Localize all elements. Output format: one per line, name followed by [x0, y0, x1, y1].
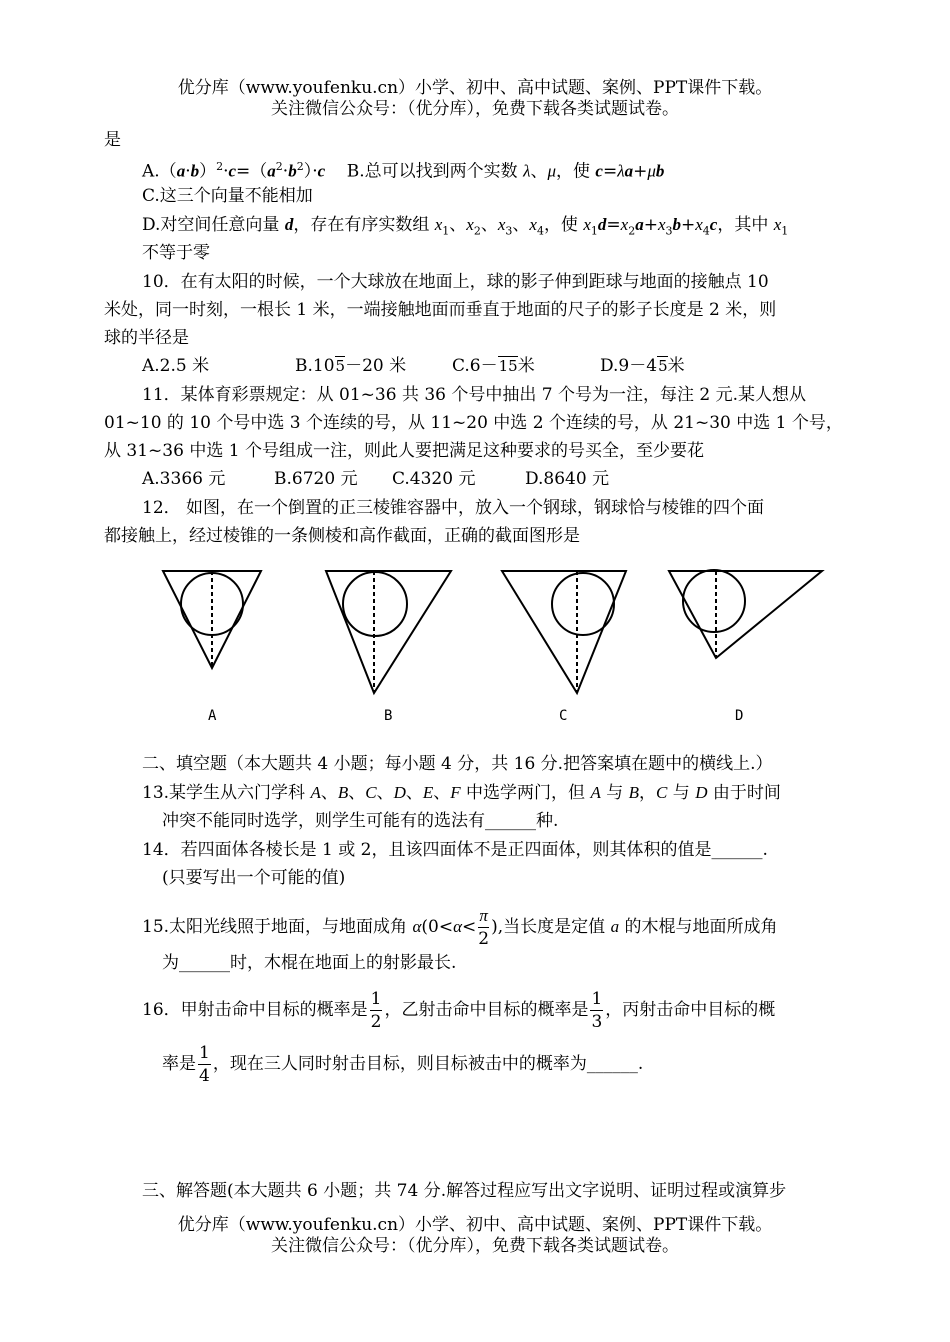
q16-line1: 16．甲射击命中目标的概率是 $\frac{1}{2}$ ，乙射击命中目标的概率是 $\frac{1}{3}$ ，丙射击命中目标的概: [142, 989, 776, 1032]
q10-option-a: A.2.5 米: [142, 356, 210, 376]
q13-line1: 13.某学生从六门学科 A、B、C、D、E、F 中选学两门，但 A 与 B，C 与 D 由于时间: [142, 783, 781, 803]
q9-option-c: C.这三个向量不能相加: [142, 186, 313, 206]
q10-option-c: C.6－15米: [452, 356, 535, 376]
q9-option-d-end: 不等于零: [142, 243, 210, 263]
q11-options: [0, 467, 950, 491]
q10-line1: 10．在有太阳的时候，一个大球放在地面上，球的影子伸到距球与地面的接触点 10: [142, 272, 769, 292]
page-header-line2: 关注微信公众号：（优分库），免费下载各类试题试卷。: [271, 99, 679, 119]
q13-line2: 冲突不能同时选学，则学生可能有的选法有______种.: [162, 811, 559, 831]
page-footer-line1: 优分库（www.youfenku.cn）小学、初中、高中试题、案例、PPT课件下载。: [177, 1215, 773, 1235]
q16-line2: 率是 $\frac{1}{4}$ ，现在三人同时射击目标，则目标被击中的概率为______.: [162, 1043, 644, 1086]
q15-line1: 15.太阳光线照于地面，与地面成角 α(0<α< $\frac{\pi}{2}$ ),当长度是定值 a 的木棍与地面所成角: [142, 906, 778, 949]
q10-line2: 米处，同一时刻，一根长 1 米，一端接触地面而垂直于地面的尺子的影子长度是 2 米，则: [104, 300, 777, 320]
q10-option-d: D.9－45米: [600, 356, 685, 376]
figure-label-b: B: [384, 708, 393, 724]
section2-heading: 二、填空题（本大题共 4 小题；每小题 4 分，共 16 分.把答案填在题中的横线上.）: [142, 754, 773, 774]
q11-option-d: D.8640 元: [525, 469, 610, 489]
q10-line3: 球的半径是: [104, 328, 189, 348]
q12-line2: 都接触上，经过棱锥的一条侧棱和高作截面，正确的截面图形是: [104, 526, 580, 546]
q11-line1: 11．某体育彩票规定：从 01~36 共 36 个号中抽出 7 个号为一注，每注 2 元.某人想从: [142, 385, 807, 405]
q14-line1: 14．若四面体各棱长是 1 或 2，且该四面体不是正四面体，则其体积的值是______.: [142, 840, 768, 860]
figure-label-a: A: [208, 708, 217, 724]
q10-options: [0, 354, 950, 378]
section3-heading: 三、解答题(本大题共 6 小题；共 74 分.解答过程应写出文字说明、证明过程或演算步: [142, 1181, 787, 1201]
q11-option-c: C.4320 元: [392, 469, 476, 489]
q12-line1: 12． 如图，在一个倒置的正三棱锥容器中，放入一个钢球，钢球恰与棱锥的四个面: [142, 498, 765, 518]
figure-label-c: C: [559, 708, 568, 724]
q12-figures: [0, 560, 950, 705]
page-header-line1: 优分库（www.youfenku.cn）小学、初中、高中试题、案例、PPT课件下载。: [177, 78, 773, 98]
q14-line2: (只要写出一个可能的值): [162, 868, 346, 888]
q11-line2: 01~10 的 10 个号中选 3 个连续的号，从 11~20 中选 2 个连续的号，从 21~30 中选 1 个号，: [104, 413, 843, 433]
figure-c-diagram: [502, 571, 626, 693]
q11-line3: 从 31~36 中选 1 个号组成一注，则此人要把满足这种要求的号买全，至少要花: [104, 441, 704, 461]
q15-line2: 为______时，木棍在地面上的射影最长.: [162, 953, 457, 973]
figure-label-d: D: [735, 708, 744, 724]
q11-option-a: A.3366 元: [142, 469, 226, 489]
page-footer-line2: 关注微信公众号：（优分库），免费下载各类试题试卷。: [271, 1236, 679, 1256]
figure-d-diagram: [669, 570, 822, 658]
q10-option-b: B.105－20 米: [295, 356, 407, 376]
figure-a-diagram: [163, 571, 261, 668]
q9-tail: 是: [104, 130, 121, 150]
q9-option-ab: $A.(a\cdot b)^2\cdot c=(a^2\cdot b^2)\cdot c$ B.总可以找到两个实数 λ、μ，使 c=λa+μb: [142, 160, 665, 182]
q9-option-d: D.对空间任意向量 d，存在有序实数组 $x_1$、$x_2$、$x_3$、$x_4$，使 $x_1d=x_2a+x_3b+x_4c$，其中 $x_1$: [142, 215, 789, 238]
figure-b-diagram: [326, 571, 451, 693]
q11-option-b: B.6720 元: [274, 469, 358, 489]
